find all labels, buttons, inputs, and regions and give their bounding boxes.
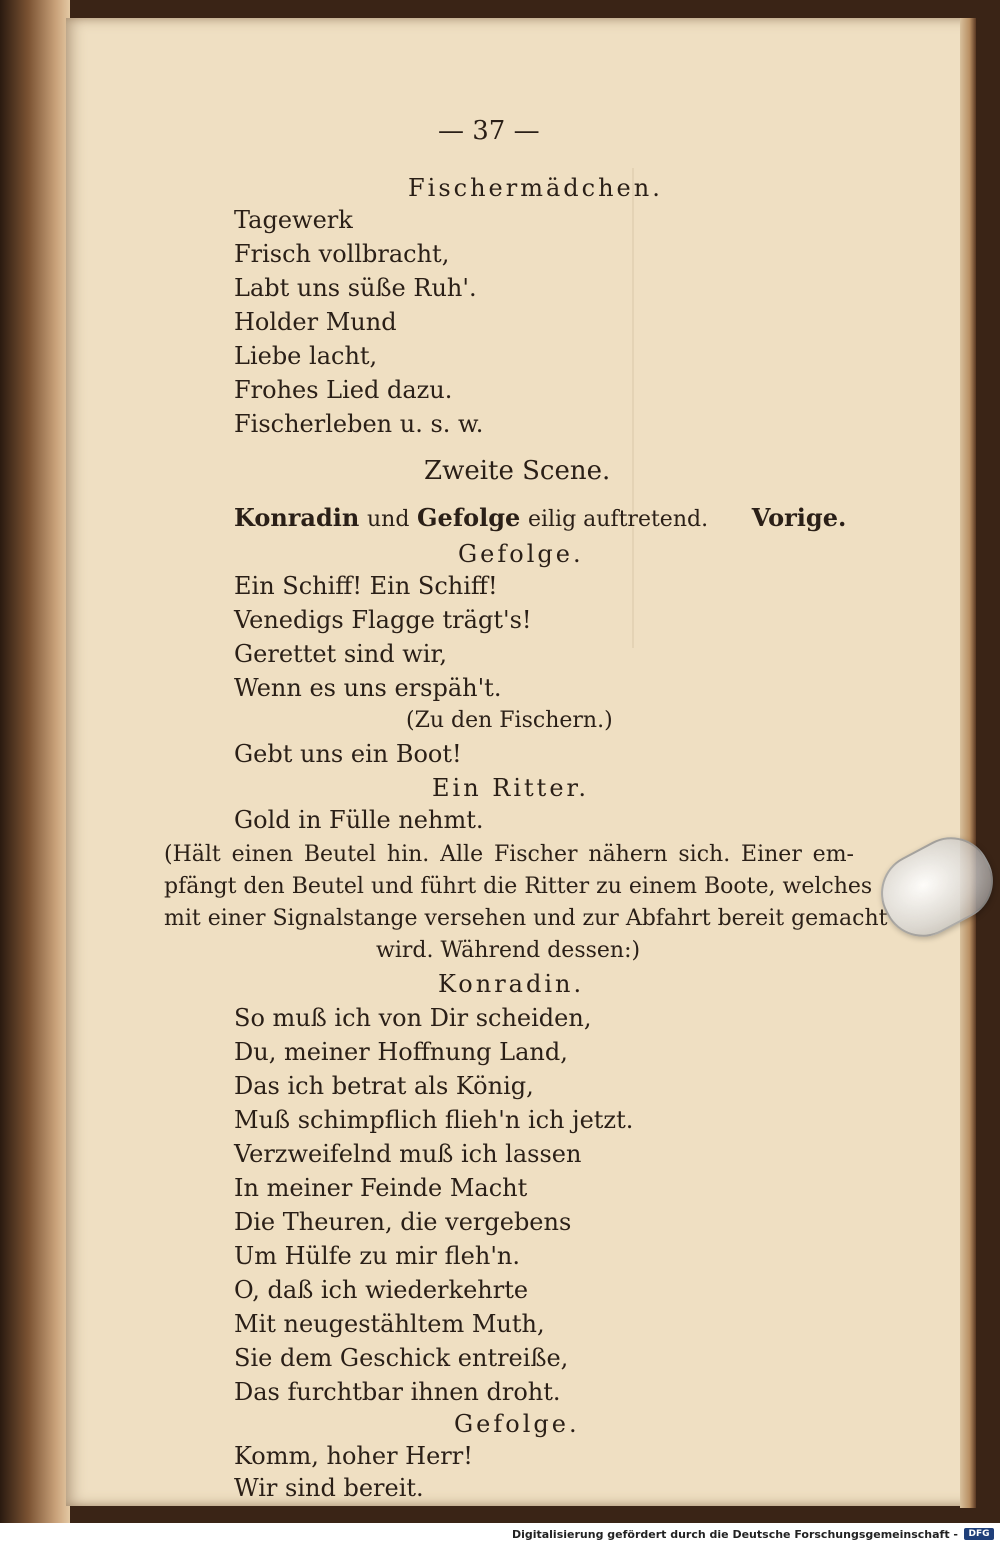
- stage-prose: wird. Während dessen:): [376, 938, 641, 963]
- verse-line: Um Hülfe zu mir fleh'n.: [234, 1242, 521, 1270]
- speaker-gefolge: Gefolge.: [458, 540, 584, 568]
- verse-line: Labt uns süße Ruh'.: [234, 274, 477, 302]
- verse-line: So muß ich von Dir scheiden,: [234, 1004, 592, 1032]
- verse-line: O, daß ich wiederkehrte: [234, 1276, 529, 1304]
- stage-direction: (Zu den Fischern.): [406, 708, 613, 733]
- footer-credit: Digitalisierung gefördert durch die Deutsche Forschungsgemeinschaft -: [511, 1528, 958, 1541]
- entrance-und: und: [366, 507, 410, 532]
- verse-line: Gerettet sind wir,: [234, 640, 447, 668]
- verse-line: Komm, hoher Herr!: [234, 1442, 473, 1470]
- stage-prose: pfängt den Beutel und führt die Ritter zu einem Boote, welches: [164, 874, 873, 899]
- speaker-fischermaedchen: Fischermädchen.: [408, 174, 663, 202]
- footer-bar: [0, 1523, 1000, 1545]
- book-gutter: [0, 0, 70, 1523]
- verse-line: Holder Mund: [234, 308, 397, 336]
- verse-line: Wenn es uns erspäh't.: [234, 674, 502, 702]
- verse-line: In meiner Feinde Macht: [234, 1174, 528, 1202]
- verse-line: Frohes Lied dazu.: [234, 376, 453, 404]
- book-page: [66, 18, 974, 1506]
- dfg-logo: DFG: [964, 1528, 994, 1540]
- entrance-name-1: Konradin: [234, 503, 360, 532]
- verse-line: Tagewerk: [234, 206, 353, 234]
- verse-line: Gold in Fülle nehmt.: [234, 806, 484, 834]
- verse-line: Die Theuren, die vergebens: [234, 1208, 572, 1236]
- entrance-action: eilig auftretend.: [527, 507, 709, 532]
- verse-line: Du, meiner Hoffnung Land,: [234, 1038, 568, 1066]
- entrance-name-2: Gefolge: [417, 503, 521, 532]
- verse-line: Gebt uns ein Boot!: [234, 740, 462, 768]
- stage-prose: (Hält einen Beutel hin. Alle Fischer nähern sich. Einer em-: [164, 842, 854, 867]
- speaker-gefolge: Gefolge.: [454, 1410, 580, 1438]
- verse-line: Venedigs Flagge trägt's!: [234, 606, 532, 634]
- speaker-konradin: Konradin.: [438, 970, 585, 998]
- stage-entrance: [234, 503, 847, 532]
- verse-line: Fischerleben u. s. w.: [234, 410, 484, 438]
- verse-line: Verzweifelnd muß ich lassen: [234, 1140, 582, 1168]
- verse-line: Das furchtbar ihnen droht.: [234, 1378, 561, 1406]
- page-number: — 37 —: [438, 116, 540, 146]
- scene-heading: Zweite Scene.: [424, 456, 611, 486]
- verse-line: Mit neugestähltem Muth,: [234, 1310, 545, 1338]
- verse-line: Frisch vollbracht,: [234, 240, 450, 268]
- speaker-ritter: Ein Ritter.: [432, 774, 589, 802]
- stage-prose: mit einer Signalstange versehen und zur Abfahrt bereit gemacht: [164, 906, 888, 931]
- page-text: [66, 18, 974, 1506]
- verse-line: Liebe lacht,: [234, 342, 378, 370]
- verse-line: Wir sind bereit.: [234, 1474, 424, 1502]
- verse-line: Muß schimpflich flieh'n ich jetzt.: [234, 1106, 634, 1134]
- verse-line: Das ich betrat als König,: [234, 1072, 534, 1100]
- entrance-previous: Vorige.: [751, 503, 847, 532]
- verse-line: Ein Schiff! Ein Schiff!: [234, 572, 498, 600]
- verse-line: Sie dem Geschick entreiße,: [234, 1344, 569, 1372]
- page-edge: [960, 18, 976, 1508]
